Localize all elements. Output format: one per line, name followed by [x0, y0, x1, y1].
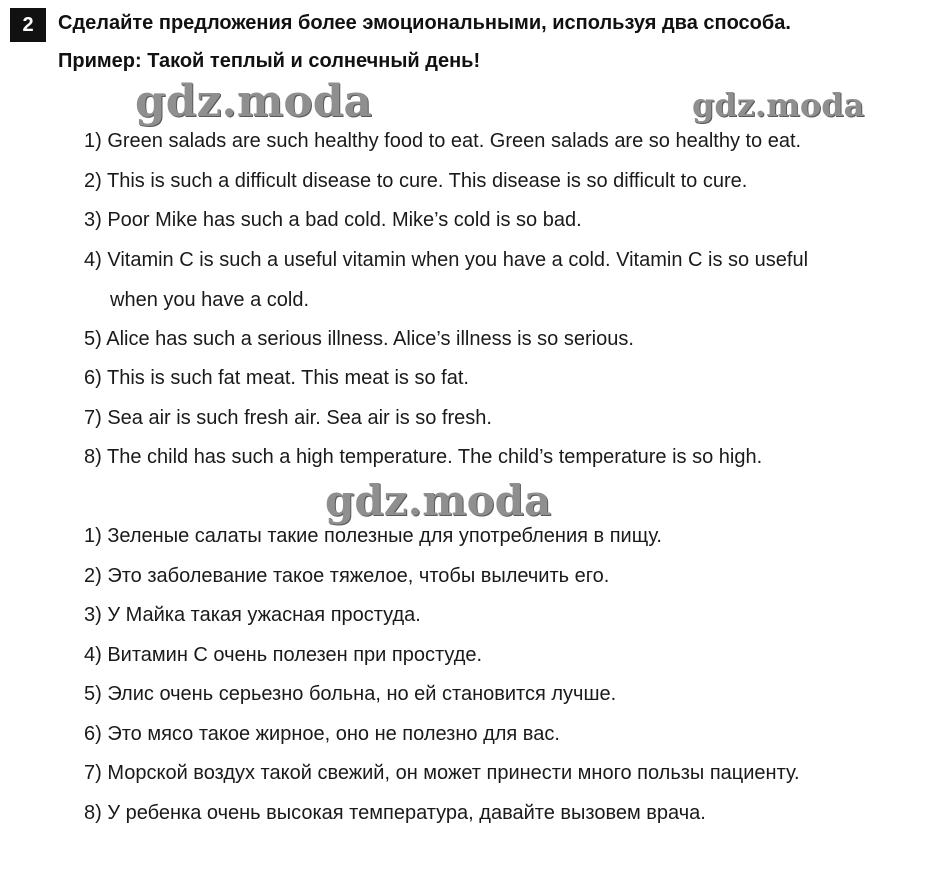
answer-line: 5) Alice has such a serious illness. Alice’s illness is so serious. — [84, 328, 634, 350]
task-instruction: Сделайте предложения более эмоциональными, используя два способа. — [58, 12, 791, 34]
answer-line: 8) The child has such a high temperature. The child’s temperature is so high. — [84, 446, 763, 468]
translation-line: 4) Витамин С очень полезен при простуде. — [84, 644, 483, 666]
translation-line: 6) Это мясо такое жирное, оно не полезно для вас. — [84, 723, 560, 745]
task-number-badge: 2 — [10, 8, 46, 42]
answer-line: 4) Vitamin C is such a useful vitamin when you have a cold. Vitamin C is so useful — [84, 249, 809, 271]
translation-line: 7) Морской воздух такой свежий, он может принести много пользы пациенту. — [84, 762, 800, 784]
answer-line: 7) Sea air is such fresh air. Sea air is so fresh. — [84, 407, 492, 429]
answer-line-continuation: when you have a cold. — [110, 289, 310, 311]
translation-line: 3) У Майка такая ужасная простуда. — [84, 604, 421, 626]
answer-line: 6) This is such fat meat. This meat is so fat. — [84, 367, 469, 389]
translation-line: 2) Это заболевание такое тяжелое, чтобы вылечить его. — [84, 565, 610, 587]
answer-line: 2) This is such a difficult disease to cure. This disease is so difficult to cure. — [84, 170, 748, 192]
answer-line: 3) Poor Mike has such a bad cold. Mike’s cold is so bad. — [84, 209, 582, 231]
watermark: gdz.moda — [135, 76, 373, 127]
task-example: Пример: Такой теплый и солнечный день! — [58, 50, 481, 72]
watermark: gdz.moda — [325, 476, 552, 525]
translation-line: 8) У ребенка очень высокая температура, давайте вызовем врача. — [84, 802, 706, 824]
watermark: gdz.moda — [692, 86, 865, 124]
answer-line: 1) Green salads are such healthy food to eat. Green salads are so healthy to eat. — [84, 130, 802, 152]
translation-line: 5) Элис очень серьезно больна, но ей становится лучше. — [84, 683, 617, 705]
translation-line: 1) Зеленые салаты такие полезные для употребления в пищу. — [84, 525, 662, 547]
